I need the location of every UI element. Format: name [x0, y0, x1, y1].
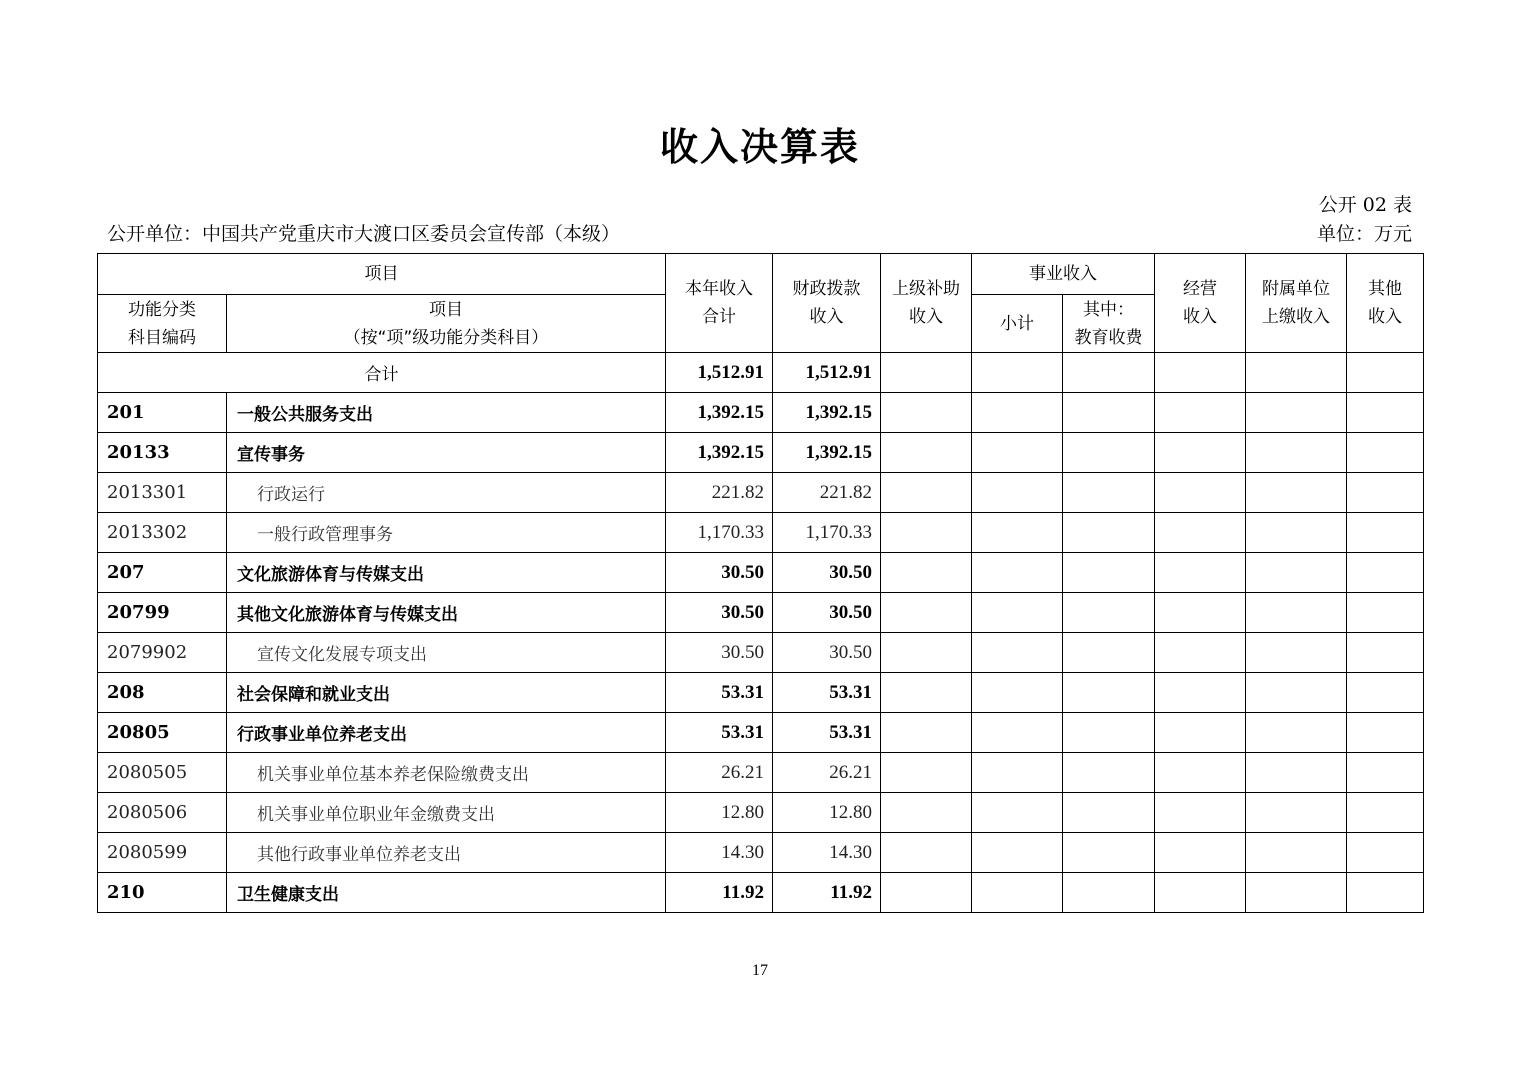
fiscal-cell: 1,512.91: [773, 353, 881, 393]
empty-cell: [972, 593, 1063, 633]
header-affiliate: [1246, 254, 1347, 353]
empty-cell: [1347, 833, 1424, 873]
empty-cell: [972, 793, 1063, 833]
header-other-line1: 其他: [1368, 279, 1402, 299]
total-cell: 1,170.33: [666, 513, 773, 553]
empty-cell: [1155, 553, 1246, 593]
code-cell: 2080599: [98, 833, 227, 873]
total-cell: 53.31: [666, 673, 773, 713]
empty-cell: [1246, 833, 1347, 873]
total-cell: 221.82: [666, 473, 773, 513]
name-cell: 其他行政事业单位养老支出: [227, 833, 666, 873]
empty-cell: [1347, 593, 1424, 633]
header-fiscal: [773, 254, 881, 353]
table-row: [98, 553, 1424, 593]
empty-cell: [1063, 673, 1155, 713]
fiscal-cell: 221.82: [773, 473, 881, 513]
code-cell: 210: [98, 873, 227, 913]
empty-cell: [881, 873, 972, 913]
table-row: [98, 473, 1424, 513]
header-total-line2: 合计: [702, 307, 736, 327]
header-name-line1: 项目: [429, 299, 463, 320]
empty-cell: [881, 713, 972, 753]
header-total: [666, 254, 773, 353]
empty-cell: [972, 753, 1063, 793]
header-edu-line2: 教育收费: [1074, 327, 1143, 348]
header-edu: [1063, 295, 1155, 353]
empty-cell: [1155, 513, 1246, 553]
header-business-line2: 收入: [1183, 307, 1217, 327]
empty-cell: [881, 633, 972, 673]
fiscal-cell: 26.21: [773, 753, 881, 793]
fiscal-cell: 1,392.15: [773, 393, 881, 433]
table-row: [98, 673, 1424, 713]
empty-cell: [881, 833, 972, 873]
empty-cell: [972, 553, 1063, 593]
empty-cell: [1246, 513, 1347, 553]
table-row: [98, 873, 1424, 913]
total-cell: 12.80: [666, 793, 773, 833]
total-label: 合计: [98, 353, 666, 393]
empty-cell: [972, 873, 1063, 913]
empty-cell: [881, 473, 972, 513]
table-row: [98, 833, 1424, 873]
empty-cell: [1347, 633, 1424, 673]
empty-cell: [1246, 793, 1347, 833]
header-code-line1: 功能分类: [128, 299, 196, 320]
empty-cell: [1155, 873, 1246, 913]
name-cell: 宣传事务: [227, 433, 666, 473]
empty-cell: [1063, 873, 1155, 913]
header-other-line2: 收入: [1368, 307, 1402, 327]
empty-cell: [1347, 873, 1424, 913]
empty-cell: [1347, 393, 1424, 433]
empty-cell: [1063, 393, 1155, 433]
empty-cell: [1347, 553, 1424, 593]
fiscal-cell: 11.92: [773, 873, 881, 913]
total-cell: 30.50: [666, 633, 773, 673]
fiscal-cell: 1,392.15: [773, 433, 881, 473]
total-cell: 1,392.15: [666, 433, 773, 473]
total-cell: 14.30: [666, 833, 773, 873]
empty-cell: [1246, 753, 1347, 793]
empty-cell: [881, 513, 972, 553]
table-row: [98, 513, 1424, 553]
empty-cell: [1063, 593, 1155, 633]
empty-cell: [972, 633, 1063, 673]
empty-cell: [1155, 593, 1246, 633]
empty-cell: [881, 433, 972, 473]
total-cell: 1,512.91: [666, 353, 773, 393]
table-row: [98, 433, 1424, 473]
empty-cell: [881, 673, 972, 713]
empty-cell: [1347, 513, 1424, 553]
total-cell: 30.50: [666, 553, 773, 593]
fiscal-cell: 30.50: [773, 553, 881, 593]
code-cell: 208: [98, 673, 227, 713]
empty-cell: [881, 593, 972, 633]
empty-cell: [1246, 553, 1347, 593]
empty-cell: [1347, 713, 1424, 753]
fiscal-cell: 53.31: [773, 673, 881, 713]
empty-cell: [1063, 833, 1155, 873]
empty-cell: [1347, 793, 1424, 833]
total-cell: 53.31: [666, 713, 773, 753]
code-cell: 2080505: [98, 753, 227, 793]
header-superior: [881, 254, 972, 353]
empty-cell: [1155, 753, 1246, 793]
fiscal-cell: 1,170.33: [773, 513, 881, 553]
income-table: [97, 253, 1424, 913]
empty-cell: [1063, 473, 1155, 513]
table-row: [98, 713, 1424, 753]
empty-cell: [972, 673, 1063, 713]
empty-cell: [972, 393, 1063, 433]
code-cell: 207: [98, 553, 227, 593]
name-cell: 其他文化旅游体育与传媒支出: [227, 593, 666, 633]
empty-cell: [1155, 793, 1246, 833]
empty-cell: [1063, 433, 1155, 473]
name-cell: 宣传文化发展专项支出: [227, 633, 666, 673]
empty-cell: [1347, 753, 1424, 793]
total-row: [98, 353, 1424, 393]
data-rows: [98, 393, 1424, 913]
header-code: [98, 295, 227, 353]
name-cell: 一般公共服务支出: [227, 393, 666, 433]
header-career: 事业收入: [972, 254, 1155, 295]
name-cell: 机关事业单位基本养老保险缴费支出: [227, 753, 666, 793]
fiscal-cell: 30.50: [773, 593, 881, 633]
header-fiscal-line2: 收入: [809, 307, 844, 327]
table-row: [98, 793, 1424, 833]
table-body: [98, 353, 1424, 393]
code-cell: 2080506: [98, 793, 227, 833]
empty-cell: [1246, 873, 1347, 913]
header-business: [1155, 254, 1246, 353]
fiscal-cell: 30.50: [773, 633, 881, 673]
table-row: [98, 753, 1424, 793]
page-title: 收入决算表: [659, 125, 860, 169]
empty-cell: [1063, 513, 1155, 553]
total-cell: 26.21: [666, 753, 773, 793]
empty-cell: [1063, 753, 1155, 793]
empty-cell: [1155, 633, 1246, 673]
header-affiliate-line2: 上缴收入: [1262, 307, 1330, 327]
table-row: [98, 633, 1424, 673]
fiscal-cell: 53.31: [773, 713, 881, 753]
header-total-line1: 本年收入: [685, 279, 753, 299]
empty-cell: [1155, 473, 1246, 513]
code-cell: 2013302: [98, 513, 227, 553]
empty-cell: [1246, 673, 1347, 713]
page-number: 17: [752, 962, 768, 979]
empty-cell: [1246, 633, 1347, 673]
organization-label: 公开单位：中国共产党重庆市大渡口区委员会宣传部（本级）: [107, 223, 621, 245]
fiscal-cell: 12.80: [773, 793, 881, 833]
empty-cell: [1155, 433, 1246, 473]
empty-cell: [1347, 433, 1424, 473]
empty-cell: [881, 553, 972, 593]
empty-cell: [1246, 473, 1347, 513]
header-name: [227, 295, 666, 353]
empty-cell: [972, 433, 1063, 473]
name-cell: 行政运行: [227, 473, 666, 513]
name-cell: 机关事业单位职业年金缴费支出: [227, 793, 666, 833]
code-cell: 2013301: [98, 473, 227, 513]
empty-cell: [1155, 393, 1246, 433]
header-project: 项目: [98, 254, 666, 295]
header-superior-line1: 上级补助: [892, 279, 960, 299]
table-row: [98, 393, 1424, 433]
total-cell: 1,392.15: [666, 393, 773, 433]
empty-cell: [1063, 713, 1155, 753]
header-affiliate-line1: 附属单位: [1262, 279, 1330, 299]
empty-cell: [972, 713, 1063, 753]
empty-cell: [972, 513, 1063, 553]
name-cell: 卫生健康支出: [227, 873, 666, 913]
empty-cell: [881, 793, 972, 833]
header-edu-line1: 其中：: [1083, 299, 1134, 320]
name-cell: 文化旅游体育与传媒支出: [227, 553, 666, 593]
empty-cell: [1063, 793, 1155, 833]
empty-cell: [972, 833, 1063, 873]
header-code-line2: 科目编码: [128, 327, 196, 348]
header-subtotal: 小计: [972, 295, 1063, 353]
code-cell: 201: [98, 393, 227, 433]
empty-cell: [1246, 433, 1347, 473]
code-cell: 20805: [98, 713, 227, 753]
code-cell: 20133: [98, 433, 227, 473]
empty-cell: [1246, 713, 1347, 753]
empty-cell: [1063, 633, 1155, 673]
fiscal-cell: 14.30: [773, 833, 881, 873]
code-cell: 2079902: [98, 633, 227, 673]
empty-cell: [881, 753, 972, 793]
empty-cell: [881, 393, 972, 433]
table-row: [98, 593, 1424, 633]
header-superior-line2: 收入: [909, 307, 943, 327]
empty-cell: [972, 473, 1063, 513]
empty-cell: [1246, 593, 1347, 633]
name-cell: 社会保障和就业支出: [227, 673, 666, 713]
unit-label: 单位：万元: [1316, 223, 1412, 245]
empty-cell: [1155, 833, 1246, 873]
code-cell: 20799: [98, 593, 227, 633]
empty-cell: [1155, 713, 1246, 753]
header-name-line2: （按“项”级功能分类科目）: [343, 327, 549, 348]
header-fiscal-line1: 财政拨款: [792, 279, 861, 299]
total-cell: 30.50: [666, 593, 773, 633]
header-other: [1347, 254, 1424, 353]
name-cell: 行政事业单位养老支出: [227, 713, 666, 753]
empty-cell: [1155, 673, 1246, 713]
name-cell: 一般行政管理事务: [227, 513, 666, 553]
empty-cell: [1347, 673, 1424, 713]
table-number: 公开 02 表: [1318, 194, 1412, 216]
empty-cell: [1347, 473, 1424, 513]
header-business-line1: 经营: [1183, 279, 1217, 299]
table-header: [98, 254, 1424, 353]
total-cell: 11.92: [666, 873, 773, 913]
empty-cell: [1246, 393, 1347, 433]
empty-cell: [1063, 553, 1155, 593]
